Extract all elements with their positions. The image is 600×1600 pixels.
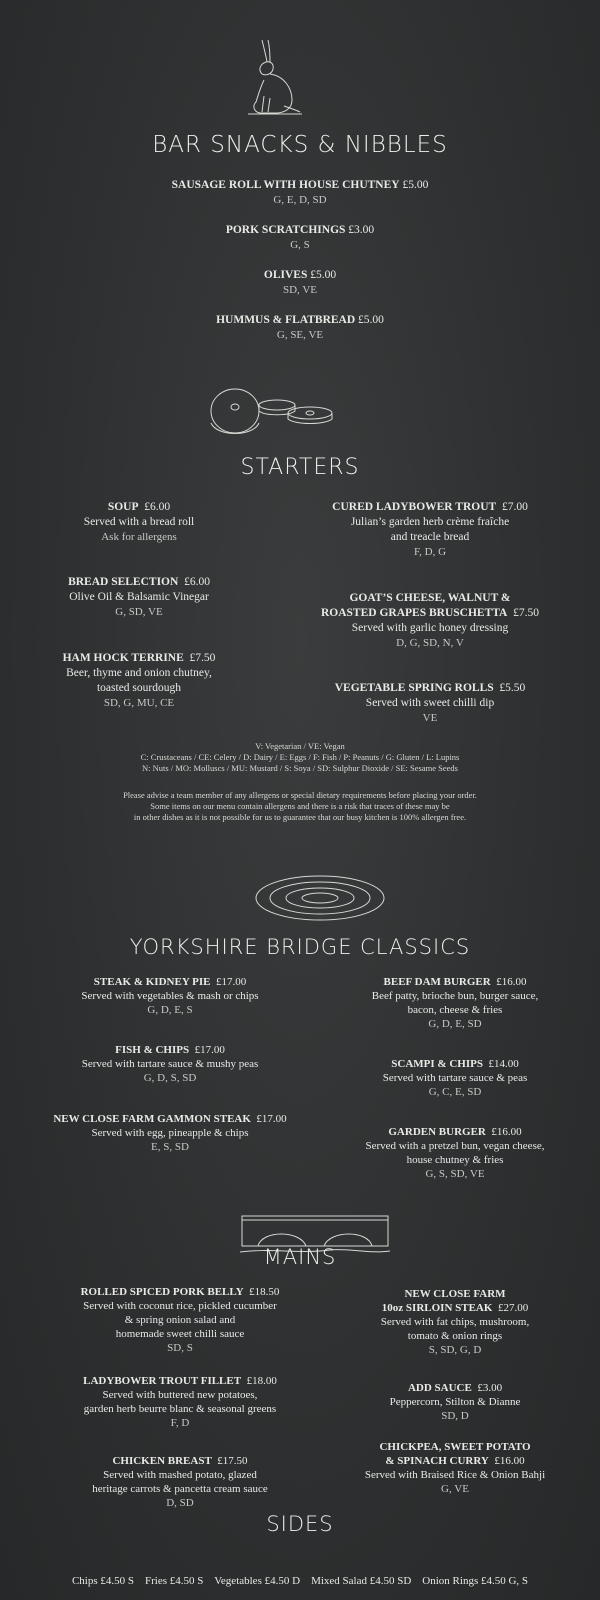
menu-item xyxy=(300,681,560,726)
item-allergens: VE xyxy=(422,712,438,724)
item-allergens: G, S xyxy=(290,239,310,251)
cheese-illustration-icon xyxy=(205,383,350,443)
item-description: garden herb beurre blanc & seasonal greens xyxy=(83,1403,277,1415)
item-price: £5.50 xyxy=(499,682,526,694)
pie-illustration-icon xyxy=(250,870,390,926)
item-name: SCAMPI & CHIPS xyxy=(391,1058,483,1070)
item-description: house chutney & fries xyxy=(406,1154,504,1166)
item-description: Julian’s garden herb crème fraîche xyxy=(350,516,510,528)
item-description: Peppercorn, Stilton & Dianne xyxy=(389,1396,521,1408)
item-price: £14.00 xyxy=(488,1058,519,1070)
menu-item xyxy=(30,651,248,711)
side-item xyxy=(422,1575,528,1587)
item-price: £5.00 xyxy=(358,314,384,326)
item-price: £16.00 xyxy=(494,1455,525,1467)
menu-item xyxy=(0,268,600,298)
menu-item xyxy=(340,975,570,1031)
side-allergens: G, S xyxy=(508,1575,529,1587)
item-price: £5.00 xyxy=(310,269,337,281)
item-allergens: G, C, E, SD xyxy=(428,1086,482,1098)
item-description: Served with a bread roll xyxy=(83,516,195,528)
section-title-bar-snacks: BAR SNACKS & NIBBLES xyxy=(152,132,448,158)
legend-line: C: Crustaceans / CE: Celery / D: Dairy / E: Eggs / F: Fish / P: Peanuts / G: Gluten / L: Lupins xyxy=(140,752,460,762)
side-price: £4.50 xyxy=(264,1575,290,1587)
menu-item xyxy=(30,500,248,545)
menu-item xyxy=(30,575,248,620)
side-item xyxy=(145,1575,203,1587)
side-item xyxy=(72,1575,134,1587)
item-description: Served with sweet chilli dip xyxy=(365,697,495,709)
item-price: £18.50 xyxy=(249,1286,280,1298)
item-allergens: D, SD xyxy=(166,1497,194,1509)
menu-item xyxy=(0,313,600,343)
item-allergens: SD, G, MU, CE xyxy=(103,697,175,709)
notice-line: Some items on our menu contain allergens and there is a risk that traces of these may be xyxy=(150,801,450,811)
item-description: Served with a pretzel bun, vegan cheese, xyxy=(365,1140,545,1152)
item-name: & SPINACH CURRY xyxy=(385,1455,489,1467)
item-price: £18.00 xyxy=(246,1375,277,1387)
item-name: VEGETABLE SPRING ROLLS xyxy=(334,682,494,694)
item-price: £16.00 xyxy=(491,1126,522,1138)
menu-item xyxy=(340,1057,570,1099)
item-description: Served with mashed potato, glazed xyxy=(103,1469,257,1481)
side-price: £4.50 xyxy=(369,1575,395,1587)
item-name: PORK SCRATCHINGS xyxy=(225,224,346,236)
item-allergens: SD, D xyxy=(441,1410,469,1422)
item-description: and treacle bread xyxy=(390,531,470,543)
section-title-sides: SIDES xyxy=(266,1512,334,1536)
side-name: Mixed Salad xyxy=(311,1575,367,1587)
item-description: Served with buttered new potatoes, xyxy=(102,1389,258,1401)
item-name: CHICKEN BREAST xyxy=(112,1455,212,1467)
legend-line: N: Nuts / MO: Molluscs / MU: Mustard / S: Soya / SD: Sulphur Dioxide / SE: Sesame Seeds xyxy=(142,763,458,773)
side-name: Vegetables xyxy=(214,1575,262,1587)
side-allergens: SD xyxy=(397,1575,412,1587)
item-price: £17.00 xyxy=(194,1044,225,1056)
item-name: OLIVES xyxy=(263,269,308,281)
allergen-notice xyxy=(0,790,600,823)
item-name: SAUSAGE ROLL WITH HOUSE CHUTNEY xyxy=(171,179,400,191)
side-item xyxy=(214,1575,300,1587)
item-name: FISH & CHIPS xyxy=(115,1044,190,1056)
hare-illustration-icon xyxy=(240,36,310,118)
item-name: CHICKPEA, SWEET POTATO xyxy=(379,1441,531,1453)
section-title-starters: STARTERS xyxy=(240,455,360,480)
menu-item xyxy=(40,1043,300,1085)
item-name: NEW CLOSE FARM xyxy=(404,1288,506,1300)
side-name: Chips xyxy=(71,1575,98,1587)
legend-line: V: Vegetarian / VE: Vegan xyxy=(255,741,345,751)
item-allergens: Ask for allergens xyxy=(101,531,177,543)
item-description: Served with fat chips, mushroom, xyxy=(380,1316,530,1328)
item-name: BEEF DAM BURGER xyxy=(383,976,491,988)
item-description: Beef patty, brioche bun, burger sauce, xyxy=(371,990,539,1002)
menu-item xyxy=(40,975,300,1017)
side-price: £4.50 xyxy=(480,1575,506,1587)
item-name: SOUP xyxy=(107,501,139,513)
menu-item xyxy=(0,223,600,253)
item-price: £7.50 xyxy=(513,607,539,619)
item-price: £3.00 xyxy=(477,1382,503,1394)
item-allergens: G, D, S, SD xyxy=(143,1072,197,1084)
item-allergens: F, D, G xyxy=(413,546,447,558)
menu-item xyxy=(50,1454,310,1510)
item-allergens: G, S, SD, VE xyxy=(425,1168,485,1180)
section-title-classics: YORKSHIRE BRIDGE CLASSICS xyxy=(129,935,471,959)
item-description: & spring onion salad and xyxy=(124,1314,236,1326)
menu-item xyxy=(340,1125,570,1181)
item-description: Served with vegetables & mash or chips xyxy=(81,990,259,1002)
side-allergens: S xyxy=(197,1575,204,1587)
menu-item xyxy=(340,1440,570,1496)
item-name: ADD SAUCE xyxy=(407,1382,472,1394)
item-price: £7.50 xyxy=(189,652,216,664)
item-name: ROASTED GRAPES BRUSCHETTA xyxy=(320,607,508,619)
item-allergens: S, SD, G, D xyxy=(428,1344,482,1356)
item-description: Served with tartare sauce & peas xyxy=(382,1072,528,1084)
item-price: £17.00 xyxy=(215,976,247,988)
side-price: £4.50 xyxy=(100,1575,126,1587)
item-name: GARDEN BURGER xyxy=(388,1126,486,1138)
side-allergens: S xyxy=(127,1575,135,1587)
item-price: £6.00 xyxy=(144,501,171,513)
menu-item xyxy=(340,1381,570,1423)
item-description: heritage carrots & pancetta cream sauce xyxy=(92,1483,268,1495)
side-price: £4.50 xyxy=(169,1575,195,1587)
item-name: GOAT’S CHEESE, WALNUT & xyxy=(349,592,511,604)
item-description: homemade sweet chilli sauce xyxy=(115,1328,245,1340)
item-description: toasted sourdough xyxy=(96,682,181,694)
item-name: BREAD SELECTION xyxy=(68,576,179,588)
item-price: £5.00 xyxy=(402,179,429,191)
item-name: LADYBOWER TROUT FILLET xyxy=(83,1375,242,1387)
item-description: Served with Braised Rice & Onion Bahji xyxy=(364,1469,546,1481)
item-allergens: G, D, E, S xyxy=(147,1004,193,1016)
section-title-mains: MAINS xyxy=(263,1245,337,1269)
sides-list xyxy=(0,1575,600,1587)
item-name: ROLLED SPICED PORK BELLY xyxy=(80,1286,244,1298)
menu-item xyxy=(290,591,570,651)
item-description: Served with coconut rice, pickled cucumber xyxy=(83,1300,277,1312)
item-price: £17.00 xyxy=(256,1113,287,1125)
notice-line: Please advise a team member of any allergens or special dietary requirements before placing your order. xyxy=(123,790,477,800)
item-price: £16.00 xyxy=(496,976,527,988)
notice-line: in other dishes as it is not possible for us to guarantee that our busy kitchen is 100% allergen free. xyxy=(133,812,467,822)
item-name: STEAK & KIDNEY PIE xyxy=(93,976,211,988)
menu-item xyxy=(300,500,560,560)
item-allergens: G, D, E, SD xyxy=(428,1018,482,1030)
item-name: HAM HOCK TERRINE xyxy=(62,652,184,664)
item-allergens: G, VE xyxy=(441,1483,469,1495)
item-price: £17.50 xyxy=(217,1455,248,1467)
item-description: Served with garlic honey dressing xyxy=(351,622,509,634)
side-item xyxy=(311,1575,411,1587)
side-allergens: D xyxy=(292,1575,301,1587)
item-name: CURED LADYBOWER TROUT xyxy=(332,501,497,513)
item-description: Olive Oil & Balsamic Vinegar xyxy=(69,591,209,603)
item-name: 10oz SIRLOIN STEAK xyxy=(381,1302,493,1314)
menu-item xyxy=(40,1112,300,1154)
menu-item xyxy=(50,1285,310,1355)
allergen-legend xyxy=(0,741,600,774)
menu-item xyxy=(0,178,600,208)
item-price: £3.00 xyxy=(348,224,375,236)
item-description: bacon, cheese & fries xyxy=(407,1004,503,1016)
item-allergens: E, S, SD xyxy=(151,1141,189,1153)
item-allergens: F, D xyxy=(170,1417,190,1429)
item-allergens: SD, VE xyxy=(282,284,318,296)
item-allergens: G, E, D, SD xyxy=(273,194,327,206)
menu-item xyxy=(50,1374,310,1430)
item-price: £27.00 xyxy=(497,1302,529,1314)
item-description: Served with egg, pineapple & chips xyxy=(91,1127,249,1139)
side-name: Fries xyxy=(145,1575,168,1587)
item-description: tomato & onion rings xyxy=(407,1330,503,1342)
menu-item xyxy=(340,1287,570,1357)
item-description: Served with tartare sauce & mushy peas xyxy=(81,1058,259,1070)
side-name: Onion Rings xyxy=(422,1575,479,1587)
item-price: £6.00 xyxy=(184,576,210,588)
item-name: HUMMUS & FLATBREAD xyxy=(216,314,356,326)
item-allergens: G, SD, VE xyxy=(115,606,163,618)
item-description: Beer, thyme and onion chutney, xyxy=(66,667,212,679)
item-allergens: D, G, SD, N, V xyxy=(396,637,464,649)
item-allergens: SD, S xyxy=(167,1342,193,1354)
item-allergens: G, SE, VE xyxy=(276,329,324,341)
item-name: NEW CLOSE FARM GAMMON STEAK xyxy=(53,1113,251,1125)
item-price: £7.00 xyxy=(501,501,528,513)
